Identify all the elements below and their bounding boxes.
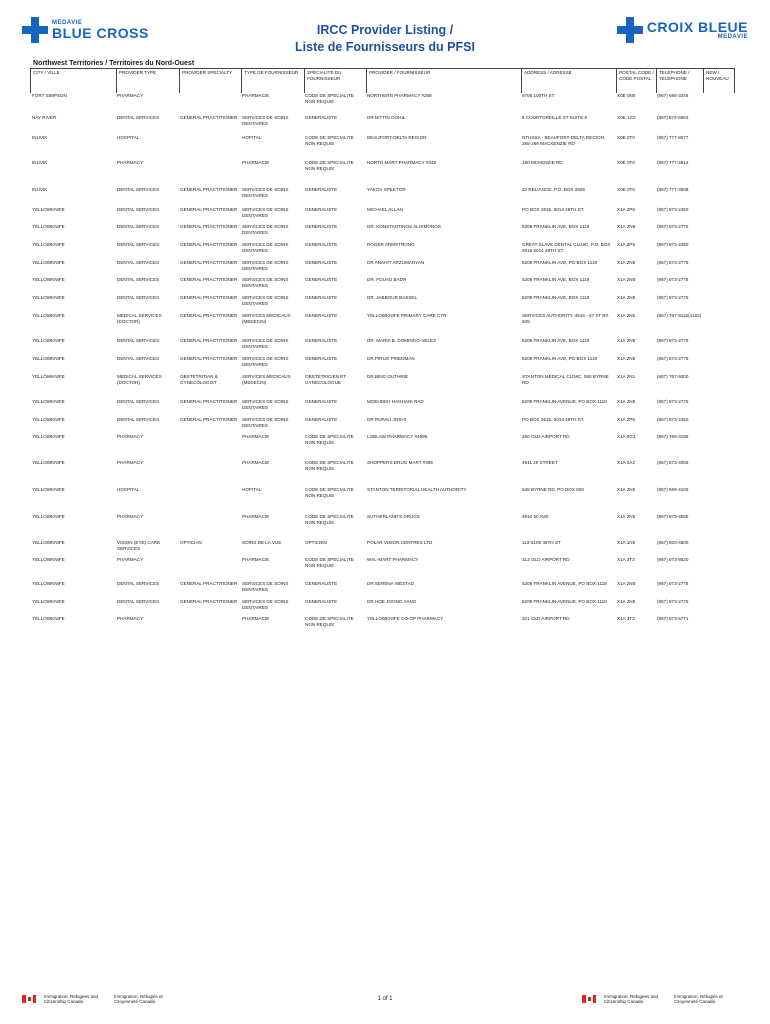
table-row [30, 356, 735, 374]
cell-type-fr: SERVICES DE SOINS DENTAIRES [242, 399, 289, 410]
cell-postal-code: X1A 2P9 [617, 417, 635, 422]
cell-address: 6 COURTOREILLE ST SUITE 6 [522, 115, 588, 120]
cell-city: INUVIK [32, 135, 48, 140]
cell-specialty-fr: GENERALISTE [305, 417, 338, 422]
cell-provider-type: DENTAL SERVICES [117, 260, 160, 265]
cell-city: YELLOWKNIFE [32, 557, 65, 562]
cell-telephone: (867) 767-9300 [657, 374, 689, 379]
cell-city: YELLOWKNIFE [32, 514, 65, 519]
cell-telephone: (867) 873-2450 [657, 242, 689, 247]
cell-postal-code: X1A 3G3 [617, 434, 636, 439]
cell-provider-name: DR. KONSTANTINOS ALOIMONOS [367, 224, 441, 229]
cell-city: YELLOWKNIFE [32, 374, 65, 379]
cell-city: YELLOWKNIFE [32, 207, 65, 212]
table-row [30, 374, 735, 399]
cell-address: 113-5109 48TH ST [522, 540, 561, 545]
cell-type-fr: SERVICES DE SOINS DENTAIRES [242, 242, 289, 253]
table-row [30, 338, 735, 356]
cell-provider-name: BEAUFORT-DELTA REGION [367, 135, 427, 140]
cell-postal-code: X1A 2P9 [617, 242, 635, 247]
cell-provider-type: PHARMACY [117, 616, 144, 621]
cell-type-fr: HOPITAL [242, 135, 262, 140]
cell-postal-code: X1A 3T3 [617, 557, 635, 562]
cell-telephone: (867) 873-2775 [657, 356, 689, 361]
cell-specialty-fr: CODE DE SPECIALITE NON REQUIS [305, 160, 354, 171]
cell-address: 4911 49 STREET [522, 460, 558, 465]
table-row [30, 616, 735, 634]
cell-provider-name: MICHAEL ALLAN [367, 207, 403, 212]
cell-specialty-fr: CODE DE SPECIALITE NON REQUIS [305, 557, 354, 568]
cell-provider-name: DR ANAHIT ARZUMANYAN [367, 260, 425, 265]
table-row [30, 93, 735, 115]
table-row [30, 224, 735, 242]
cell-specialty-fr: GENERALISTE [305, 313, 338, 318]
cell-city: YELLOWKNIFE [32, 417, 65, 422]
cell-telephone: (867) 873-2775 [657, 277, 689, 282]
cell-provider-specialty: GENERAL PRACTITIONER [180, 356, 238, 361]
cell-postal-code: X0E 0T0 [617, 135, 635, 140]
logo-name: BLUE CROSS [52, 25, 149, 41]
table-header [30, 68, 735, 93]
table-row [30, 313, 735, 338]
cell-provider-type: PHARMACY [117, 160, 144, 165]
cell-postal-code: X1A 2N1 [617, 374, 636, 379]
cell-telephone: (867) 766-3195 [657, 434, 689, 439]
table-row [30, 260, 735, 277]
cell-provider-name: POLAR VISION CENTRES LTD [367, 540, 433, 545]
cell-address: 250 OLD AIRPORT RD [522, 434, 570, 439]
table-row [30, 207, 735, 224]
cell-city: YELLOWKNIFE [32, 434, 65, 439]
cell-postal-code: X1A 2N8 [617, 260, 636, 265]
cell-postal-code: X0E 0T0 [617, 187, 635, 192]
cell-provider-name: DR. MARIA B. DOMINGO-VELEZ [367, 338, 436, 343]
cell-provider-name: DR SERENA WESTAD [367, 581, 415, 586]
cell-provider-name: DR. FOUAD BADR [367, 277, 407, 282]
cell-city: YELLOWKNIFE [32, 260, 65, 265]
table-row [30, 417, 735, 434]
table-row [30, 557, 735, 581]
table-row [30, 399, 735, 417]
cell-specialty-fr: GENERALISTE [305, 399, 338, 404]
cell-city: HAY RIVER [32, 115, 57, 120]
cell-city: YELLOWKNIFE [32, 224, 65, 229]
cell-city: YELLOWKNIFE [32, 399, 65, 404]
cell-type-fr: SERVICES DE SOINS DENTAIRES [242, 277, 289, 288]
cell-provider-type: MEDICAL SERVICES (DOCTOR) [117, 313, 162, 324]
cell-city: YELLOWKNIFE [32, 460, 65, 465]
cell-type-fr: SERVICES DE SOINS DENTAIRES [242, 187, 289, 198]
cell-address: GREAT SLAVE DENTAL CLINIC, P.O. BOX 2615 5014 48TH ST [522, 242, 611, 253]
cell-city: YELLOWKNIFE [32, 313, 65, 318]
cell-specialty-fr: GENERALISTE [305, 581, 338, 586]
cell-city: YELLOWKNIFE [32, 277, 65, 282]
table-row [30, 277, 735, 295]
table-row [30, 581, 735, 599]
cell-specialty-fr: CODE DE SPECIALITE NON REQUIS [305, 135, 354, 146]
cell-postal-code: X1A 2N8 [617, 599, 636, 604]
cell-type-fr: SERVICES DE SOINS DENTAIRES [242, 338, 289, 349]
column-header-provider-name: PROVIDER / FOURNISSEUR [366, 69, 521, 93]
cell-telephone: (867) 873-2450 [657, 417, 689, 422]
cell-type-fr: PHARMACIE [242, 557, 270, 562]
cell-type-fr: PHARMACIE [242, 160, 270, 165]
canada-flag-icon [582, 995, 596, 1003]
cell-telephone: (867) 777-3008 [657, 187, 689, 192]
cell-telephone: (867) 873-5771 [657, 616, 689, 621]
cell-telephone: (867) 920-4500 [657, 540, 689, 545]
cell-type-fr: PHARMACIE [242, 616, 270, 621]
cell-city: YELLOWKNIFE [32, 540, 65, 545]
cell-provider-specialty: GENERAL PRACTITIONER [180, 224, 238, 229]
cell-provider-name: DR. JABBOUR BASSEL [367, 295, 418, 300]
cell-address: 5209 FRANKLIN AVE, BOX 1118 [522, 295, 590, 300]
cell-postal-code: X1A 1N5 [617, 540, 636, 545]
cell-provider-type: DENTAL SERVICES [117, 417, 160, 422]
cell-postal-code: X1A 2N8 [617, 338, 636, 343]
cell-provider-name: WAL-MART PHARMACY [367, 557, 419, 562]
page-number: 1 of 1 [377, 996, 393, 1002]
title-line-2: Liste de Fournisseurs du PFSI [295, 40, 475, 54]
cell-address: 22 RELIANCE, P.O. BOX 2926 [522, 187, 585, 192]
cell-provider-type: PHARMACY [117, 93, 144, 98]
cell-type-fr: SERVICES DE SOINS DENTAIRES [242, 599, 289, 610]
cell-city: YELLOWKNIFE [32, 599, 65, 604]
table-row [30, 295, 735, 313]
cell-telephone: (867) 874-6663 [657, 115, 689, 120]
column-header-postal-code: POSTAL CODE / CODE POSTAL [616, 69, 656, 93]
cell-specialty-fr: OBSTETRICIEN ET GYNECOLOGUE [305, 374, 347, 385]
cell-specialty-fr: CODE DE SPECIALITE NON REQUIS [305, 460, 354, 471]
cell-specialty-fr: GENERALISTE [305, 277, 338, 282]
cell-postal-code: X1A 2N8 [617, 399, 636, 404]
cell-type-fr: SERVICES DE SOINS DENTAIRES [242, 295, 289, 306]
cell-specialty-fr: GENERALISTE [305, 260, 338, 265]
cell-provider-type: MEDICAL SERVICES (DOCTOR) [117, 374, 162, 385]
cell-type-fr: SERVICES DE SOINS DENTAIRES [242, 224, 289, 235]
cell-provider-type: PHARMACY [117, 514, 144, 519]
cell-provider-type: DENTAL SERVICES [117, 399, 160, 404]
cell-provider-specialty: GENERAL PRACTITIONER [180, 338, 238, 343]
cell-provider-name: SHOPPERS DRUG MART #399 [367, 460, 433, 465]
cell-city: YELLOWKNIFE [32, 581, 65, 586]
cell-telephone: (867) 873-2775 [657, 224, 689, 229]
cell-specialty-fr: GENERALISTE [305, 207, 338, 212]
cell-specialty-fr: GENERALISTE [305, 295, 338, 300]
cell-city: INUVIK [32, 187, 48, 192]
cell-provider-name: YAKOV SPEKTOR [367, 187, 406, 192]
cell-specialty-fr: GENERALISTE [305, 338, 338, 343]
cell-specialty-fr: OPTICIEN [305, 540, 327, 545]
cell-postal-code: X1A 2N8 [617, 295, 636, 300]
table-row [30, 434, 735, 460]
cell-specialty-fr: GENERALISTE [305, 356, 338, 361]
cross-icon [617, 17, 643, 43]
cell-postal-code: X1A 2N8 [617, 356, 636, 361]
cell-provider-name: LOBLAW PHARMACY #4595 [367, 434, 428, 439]
cell-provider-name: SUTHERLAND'S DRUGS [367, 514, 420, 519]
cell-city: YELLOWKNIFE [32, 487, 65, 492]
cell-provider-type: DENTAL SERVICES [117, 187, 160, 192]
cell-address: 4810 50 AVE [522, 514, 549, 519]
table-row [30, 599, 735, 616]
cell-provider-type: HOSPITAL [117, 135, 140, 140]
cell-address: PO BOX 2615, 5014 48TH ST. [522, 207, 585, 212]
cell-specialty-fr: GENERALISTE [305, 242, 338, 247]
cell-address: PO BOX 2615, 5014 48TH ST. [522, 417, 585, 422]
cell-telephone: (867) 873-4055 [657, 460, 689, 465]
cell-telephone: (867) 873-2775 [657, 260, 689, 265]
column-header-address: ADDRESS / ADRESSE [521, 69, 616, 93]
cell-telephone: (867) 873-4555 [657, 514, 689, 519]
cell-specialty-fr: CODE DE SPECIALITE NON REQUIS [305, 514, 354, 525]
cell-address: 548 BYRNE RD, PO BOX 608 [522, 487, 584, 492]
column-header-provider-type: PROVIDER TYPE [116, 69, 179, 93]
cell-type-fr: SERVICES DE SOINS DENTAIRES [242, 260, 289, 271]
cell-telephone: (867) 873-2450 [657, 207, 689, 212]
cell-type-fr: SERVICES MEDICAUX (MEDECIN) [242, 313, 291, 324]
cell-city: YELLOWKNIFE [32, 242, 65, 247]
cell-type-fr: SERVICES DE SOINS DENTAIRES [242, 115, 289, 126]
cell-provider-name: NORTH MART PHARMACY #348 [367, 160, 437, 165]
cell-provider-name: ROGER ARMSTRONG [367, 242, 415, 247]
cell-provider-type: PHARMACY [117, 460, 144, 465]
cell-postal-code: X1A 2P9 [617, 207, 635, 212]
table-row [30, 242, 735, 260]
cell-specialty-fr: CODE DE SPECIALITE NON REQUIS [305, 616, 354, 627]
cell-provider-specialty: GENERAL PRACTITIONER [180, 399, 238, 404]
cell-type-fr: SERVICES DE SOINS DENTAIRES [242, 417, 289, 428]
cell-provider-name: DR.PIRUO FRIEDMAN [367, 356, 415, 361]
cell-address: 5209 FRANKLIN AVE, BOX 1118 [522, 224, 590, 229]
region-heading: Northwest Territories / Territoires du Nord-Ouest [33, 60, 195, 67]
cell-provider-specialty: GENERAL PRACTITIONER [180, 187, 238, 192]
table-row [30, 540, 735, 557]
cell-specialty-fr: GENERALISTE [305, 224, 338, 229]
footer-text-en: Immigration, Refugees and Citizenship Canada [44, 994, 99, 1004]
table-row [30, 160, 735, 187]
cell-provider-specialty: GENERAL PRACTITIONER [180, 599, 238, 604]
cell-type-fr: PHARMACIE [242, 514, 270, 519]
cell-specialty-fr: GENERALISTE [305, 115, 338, 120]
cell-type-fr: PHARMACIE [242, 93, 270, 98]
column-header-new-flag: NEW / NOUVEAU [703, 69, 736, 93]
logo-subtitle: MEDAVIE [52, 20, 83, 26]
cell-address: 9705 100TH ST [522, 93, 555, 98]
cell-provider-specialty: GENERAL PRACTITIONER [180, 581, 238, 586]
cell-telephone: (867) 695-3346 [657, 93, 689, 98]
provider-table [30, 68, 735, 634]
cell-provider-type: DENTAL SERVICES [117, 224, 160, 229]
cell-address: 5209 FRANKLIN AVE, BOX 1118 [522, 338, 590, 343]
cell-provider-type: PHARMACY [117, 434, 144, 439]
cell-telephone: (867) 777-2812 [657, 160, 689, 165]
logo-name: CROIX BLEUE [646, 19, 748, 35]
cell-telephone: (867) 767-9116(4102) [657, 313, 702, 318]
column-header-city: CITY / VILLE [33, 70, 60, 75]
cell-provider-name: YELLOWKNIFE PRIMARY CARE CTR [367, 313, 447, 318]
cell-address: STANTON MEDICAL CLINIC, 550 BYRNE RD [522, 374, 609, 385]
cell-address: 5209 FRANKLIN AVE, PO BOX 1118 [522, 356, 598, 361]
cell-address: 5209 FRANKLIN AVE, PO BOX 1118 [522, 260, 598, 265]
cell-provider-type: DENTAL SERVICES [117, 207, 160, 212]
cell-address: 321 OLD AIRPORT RD [522, 616, 570, 621]
cell-type-fr: PHARMACIE [242, 460, 270, 465]
cell-address: 5209 FRANKLIN AVE, BOX 1118 [522, 277, 590, 282]
table-row [30, 460, 735, 487]
cell-postal-code: X1A 2N5 [617, 514, 636, 519]
cell-provider-type: DENTAL SERVICES [117, 242, 160, 247]
cell-city: FORT SIMPSON [32, 93, 67, 98]
table-row [30, 135, 735, 160]
cell-provider-type: DENTAL SERVICES [117, 581, 160, 586]
cell-specialty-fr: GENERALISTE [305, 187, 338, 192]
cell-address: 313 OLD AIRPORT RD [522, 557, 570, 562]
cell-city: INUVIK [32, 160, 48, 165]
cell-type-fr: HOPITAL [242, 487, 262, 492]
table-row [30, 187, 735, 207]
cell-city: YELLOWKNIFE [32, 295, 65, 300]
cell-address: NTHSSA - BEAUFORT-DELTA REGION, 285-289 MACKENZIE RD [522, 135, 606, 146]
cell-specialty-fr: CODE DE SPECIALITE NON REQUIS [305, 93, 354, 104]
cell-address: 160 MCKENZIE RD [522, 160, 563, 165]
cell-city: YELLOWKNIFE [32, 338, 65, 343]
cell-address: SERVICES AUTHORITY, 4916 - 47 ST BX 608 [522, 313, 609, 324]
cell-type-fr: SOINS DE LA VUE [242, 540, 282, 545]
cell-postal-code: X1A 2N8 [617, 277, 636, 282]
title-line-1: IRCC Provider Listing / [316, 23, 454, 37]
cell-specialty-fr: GENERALISTE [305, 599, 338, 604]
table-row [30, 115, 735, 135]
cell-type-fr: SERVICES DE SOINS DENTAIRES [242, 581, 289, 592]
cell-provider-type: PHARMACY [117, 557, 144, 562]
cell-provider-type: VISION (EYE) CARE SERVICES [117, 540, 161, 551]
column-header-type-fr: TYPE DE FOURNISSEUR [241, 69, 304, 93]
ircc-signature-right [582, 994, 744, 1004]
croix-bleue-logo [617, 17, 748, 43]
cell-postal-code: X1A 0A2 [617, 460, 635, 465]
cell-telephone: (867) 873-2775 [657, 399, 689, 404]
logo-subtitle: MEDAVIE [717, 34, 748, 40]
cell-provider-specialty: GENERAL PRACTITIONER [180, 260, 238, 265]
cell-postal-code: X1A 2N8 [617, 581, 636, 586]
cell-telephone: (867) 669-4106 [657, 487, 689, 492]
cell-address: 5209 FRANKLIN AVENUE, PO BOX 1118 [522, 399, 607, 404]
cell-provider-name: DR NITTIN GOHIL [367, 115, 406, 120]
cell-provider-name: MOEHDEH HAGHANI RAD [367, 399, 424, 404]
column-header-specialty-fr: SPÉCIALITÉ DU FOURNISSEUR [304, 69, 366, 93]
table-body [30, 93, 735, 634]
cell-address: 5209 FRANKLIN AVENUE, PO BOX 1118 [522, 581, 607, 586]
cell-provider-name: DR RUPALI JOSHI [367, 417, 406, 422]
cell-specialty-fr: CODE DE SPECIALITE NON REQUIS [305, 487, 354, 498]
cell-city: YELLOWKNIFE [32, 616, 65, 621]
footer-text-en: Immigration, Refugees and Citizenship Canada [604, 994, 659, 1004]
cell-provider-name: DR.BING GUTHRIE [367, 374, 409, 379]
cell-type-fr: SERVICES DE SOINS DENTAIRES [242, 356, 289, 367]
cell-provider-type: DENTAL SERVICES [117, 295, 160, 300]
cell-provider-specialty: GENERAL PRACTITIONER [180, 207, 238, 212]
cell-postal-code: X0E 0N0 [617, 93, 636, 98]
cell-provider-specialty: GENERAL PRACTITIONER [180, 242, 238, 247]
cell-provider-specialty: OBSTETRITIAN & GYNECOLOGIST [180, 374, 218, 385]
cell-telephone: (867) 873-8520 [657, 557, 689, 562]
cell-postal-code: X0E 1G2 [617, 115, 636, 120]
column-header-telephone: TELEPHONE / TÉLÉPHONE [656, 69, 703, 93]
cell-provider-specialty: OPTICIAN [180, 540, 202, 545]
cell-address: 5209 FRANKLIN AVENUE, PO BOX 1118 [522, 599, 607, 604]
cell-postal-code: X1A 2N5 [617, 313, 636, 318]
cell-provider-specialty: GENERAL PRACTITIONER [180, 417, 238, 422]
cell-provider-specialty: GENERAL PRACTITIONER [180, 277, 238, 282]
cell-provider-type: DENTAL SERVICES [117, 356, 160, 361]
cell-postal-code: X0E 0T0 [617, 160, 635, 165]
cell-provider-name: DR HOE JOONG YANG [367, 599, 417, 604]
cell-provider-type: DENTAL SERVICES [117, 277, 160, 282]
table-row [30, 487, 735, 514]
cell-provider-name: YELLOWKNIFE CO-OP PHARMACY [367, 616, 444, 621]
cell-telephone: (867) 873-2775 [657, 599, 689, 604]
table-row [30, 514, 735, 540]
cell-provider-specialty: GENERAL PRACTITIONER [180, 295, 238, 300]
cell-provider-type: HOSPITAL [117, 487, 140, 492]
cell-type-fr: SERVICES DE SOINS DENTAIRES [242, 207, 289, 218]
cell-telephone: (867) 873-2775 [657, 581, 689, 586]
cell-postal-code: X1A 3T3 [617, 616, 635, 621]
cell-provider-name: NORTHERN PHARMACY #268 [367, 93, 432, 98]
cell-provider-type: DENTAL SERVICES [117, 338, 160, 343]
column-header-provider-specialty: PROVIDER SPECIALTY [179, 69, 241, 93]
cell-telephone: (867) 873-2775 [657, 338, 689, 343]
cell-provider-type: DENTAL SERVICES [117, 115, 160, 120]
cell-postal-code: X1A 2N8 [617, 224, 636, 229]
footer-text-fr: Immigration, Réfugiés et Citoyenneté Canada [674, 994, 723, 1004]
cell-postal-code: X1A 2N5 [617, 487, 636, 492]
cell-telephone: (867) 777-8077 [657, 135, 689, 140]
cell-type-fr: PHARMACIE [242, 434, 270, 439]
cell-type-fr: SERVICES MEDICAUX (MEDECIN) [242, 374, 291, 385]
cell-provider-type: DENTAL SERVICES [117, 599, 160, 604]
cell-provider-specialty: GENERAL PRACTITIONER [180, 313, 238, 318]
cell-provider-name: STANTON TERRITORIAL HEALTH AUTHORITY [367, 487, 467, 492]
cell-specialty-fr: CODE DE SPECIALITE NON REQUIS [305, 434, 354, 445]
cell-city: YELLOWKNIFE [32, 356, 65, 361]
cell-telephone: (867) 873-2775 [657, 295, 689, 300]
cell-provider-specialty: GENERAL PRACTITIONER [180, 115, 238, 120]
footer-text-fr: Immigration, Réfugiés et Citoyenneté Canada [114, 994, 163, 1004]
